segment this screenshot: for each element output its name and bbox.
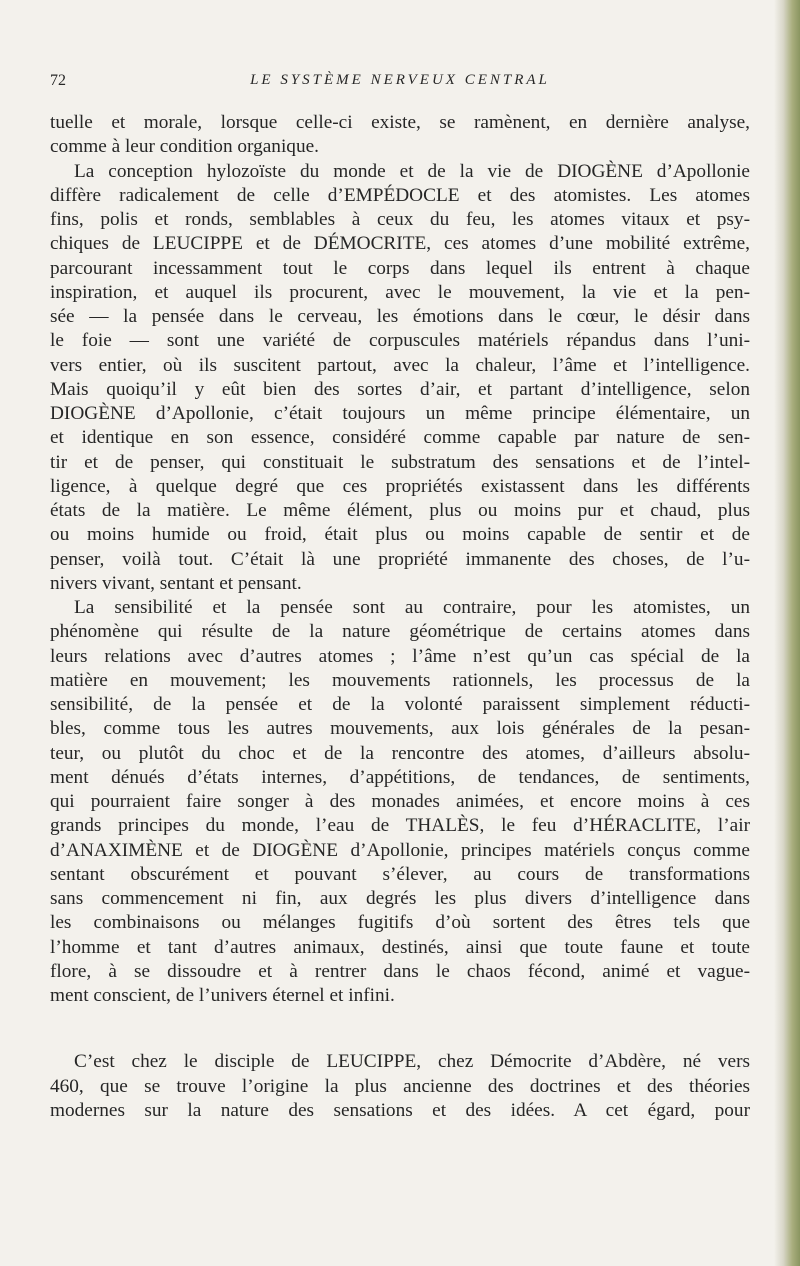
page-number: 72 bbox=[50, 72, 66, 89]
text-line: tuelle et morale, lorsque celle-ci existe, se ramènent, en dernière analyse, bbox=[50, 112, 750, 133]
text-line: ment conscient, de l’univers éternel et infini. bbox=[50, 985, 395, 1006]
text-line: matière en mouvement; les mouvements rationnels, les processus de la bbox=[50, 669, 750, 691]
text-line: fins, polis et ronds, semblables à ceux du feu, les atomes vitaux et psy- bbox=[50, 209, 750, 230]
text-line: bles, comme tous les autres mouvements, aux lois générales de la pesan- bbox=[50, 718, 750, 740]
text-line: les combinaisons ou mélanges fugitifs d’où sortent des êtres tels que bbox=[50, 912, 750, 934]
text-line: La sensibilité et la pensée sont au contraire, pour les atomistes, un bbox=[74, 597, 750, 618]
text-line: sée — la pensée dans le cerveau, les émotions dans le cœur, le désir dans bbox=[50, 306, 750, 327]
text-line: teur, ou plutôt du choc et de la rencontre des atomes, d’ailleurs absolu- bbox=[50, 742, 750, 764]
paragraph-3 bbox=[50, 596, 750, 1008]
paragraph-1 bbox=[50, 111, 750, 160]
text-line: ment dénués d’états internes, d’appétitions, de tendances, de sentiments, bbox=[50, 766, 750, 788]
text-line: sensibilité, de la pensée et de la volonté paraissent simplement réducti- bbox=[50, 694, 750, 715]
text-line: diffère radicalement de celle d’EMPÉDOCLE et des atomistes. Les atomes bbox=[50, 184, 750, 206]
text-line: sans commencement ni fin, aux degrés les plus divers d’intelligence dans bbox=[50, 888, 750, 909]
text-line: sentant obscurément et pouvant s’élever, au cours de transformations bbox=[50, 863, 750, 885]
text-line: Mais quoiqu’il y eût bien des sortes d’air, et partant d’intelligence, selon bbox=[50, 378, 750, 400]
text-line: et identique en son essence, considéré comme capable par nature de sen- bbox=[50, 427, 750, 449]
text-line: C’est chez le disciple de LEUCIPPE, chez Démocrite d’Abdère, né vers bbox=[74, 1051, 750, 1073]
text-line: inspiration, et auquel ils procurent, avec le mouvement, la vie et la pen- bbox=[50, 281, 750, 303]
text-line: vers entier, où ils suscitent partout, avec la chaleur, l’âme et l’intelligence. bbox=[50, 354, 750, 376]
text-line: leurs relations avec d’autres atomes ; l’âme n’est qu’un cas spécial de la bbox=[50, 645, 750, 667]
page-header bbox=[50, 72, 750, 100]
text-line: tir et de penser, qui constituait le substratum des sensations et de l’intel- bbox=[50, 451, 750, 473]
text-line: chiques de LEUCIPPE et de DÉMOCRITE, ces atomes d’une mobilité extrême, bbox=[50, 233, 750, 255]
text-line: grands principes du monde, l’eau de THALÈS, le feu d’HÉRACLITE, l’air bbox=[50, 815, 750, 837]
text-line: La conception hylozoïste du monde et de la vie de DIOGÈNE d’Apollonie bbox=[74, 160, 750, 182]
text-line: le foie — sont une variété de corpuscules matériels répandus dans l’uni- bbox=[50, 330, 750, 352]
text-line: flore, à se dissoudre et à rentrer dans le chaos fécond, animé et vague- bbox=[50, 960, 750, 982]
text-line: DIOGÈNE d’Apollonie, c’était toujours un même principe élémentaire, un bbox=[50, 403, 750, 424]
text-line: l’homme et tant d’autres animaux, destinés, ainsi que toute faune et toute bbox=[50, 936, 750, 958]
text-line: nivers vivant, sentant et pensant. bbox=[50, 572, 302, 594]
paragraph-2 bbox=[50, 160, 750, 597]
text-line: 460, que se trouve l’origine la plus ancienne des doctrines et des théories bbox=[50, 1075, 750, 1097]
paragraph-4 bbox=[50, 1050, 750, 1123]
text-line: penser, voilà tout. C’était là une propriété immanente des choses, de l’u- bbox=[50, 548, 750, 570]
text-line: ou moins humide ou froid, était plus ou moins capable de sentir et de bbox=[50, 524, 750, 546]
text-line: d’ANAXIMÈNE et de DIOGÈNE d’Apollonie, principes matériels conçus comme bbox=[50, 839, 750, 861]
body-text bbox=[50, 111, 750, 1123]
text-line: qui pourraient faire songer à des monades animées, et encore moins à ces bbox=[50, 791, 750, 812]
text-line: états de la matière. Le même élément, plus ou moins pur et chaud, plus bbox=[50, 500, 750, 521]
paragraph-gap bbox=[50, 1008, 750, 1050]
text-line: phénomène qui résulte de la nature géométrique de certains atomes dans bbox=[50, 621, 750, 643]
text-line: parcourant incessamment tout le corps dans lequel ils entrent à chaque bbox=[50, 257, 750, 279]
text-line: modernes sur la nature des sensations et des idées. A cet égard, pour bbox=[50, 1099, 750, 1121]
page-edge-shadow bbox=[774, 0, 800, 1266]
text-line: comme à leur condition organique. bbox=[50, 136, 319, 158]
running-title: LE SYSTÈME NERVEUX CENTRAL bbox=[250, 72, 550, 88]
text-line: ligence, à quelque degré que ces propriétés existassent dans les différents bbox=[50, 475, 750, 497]
